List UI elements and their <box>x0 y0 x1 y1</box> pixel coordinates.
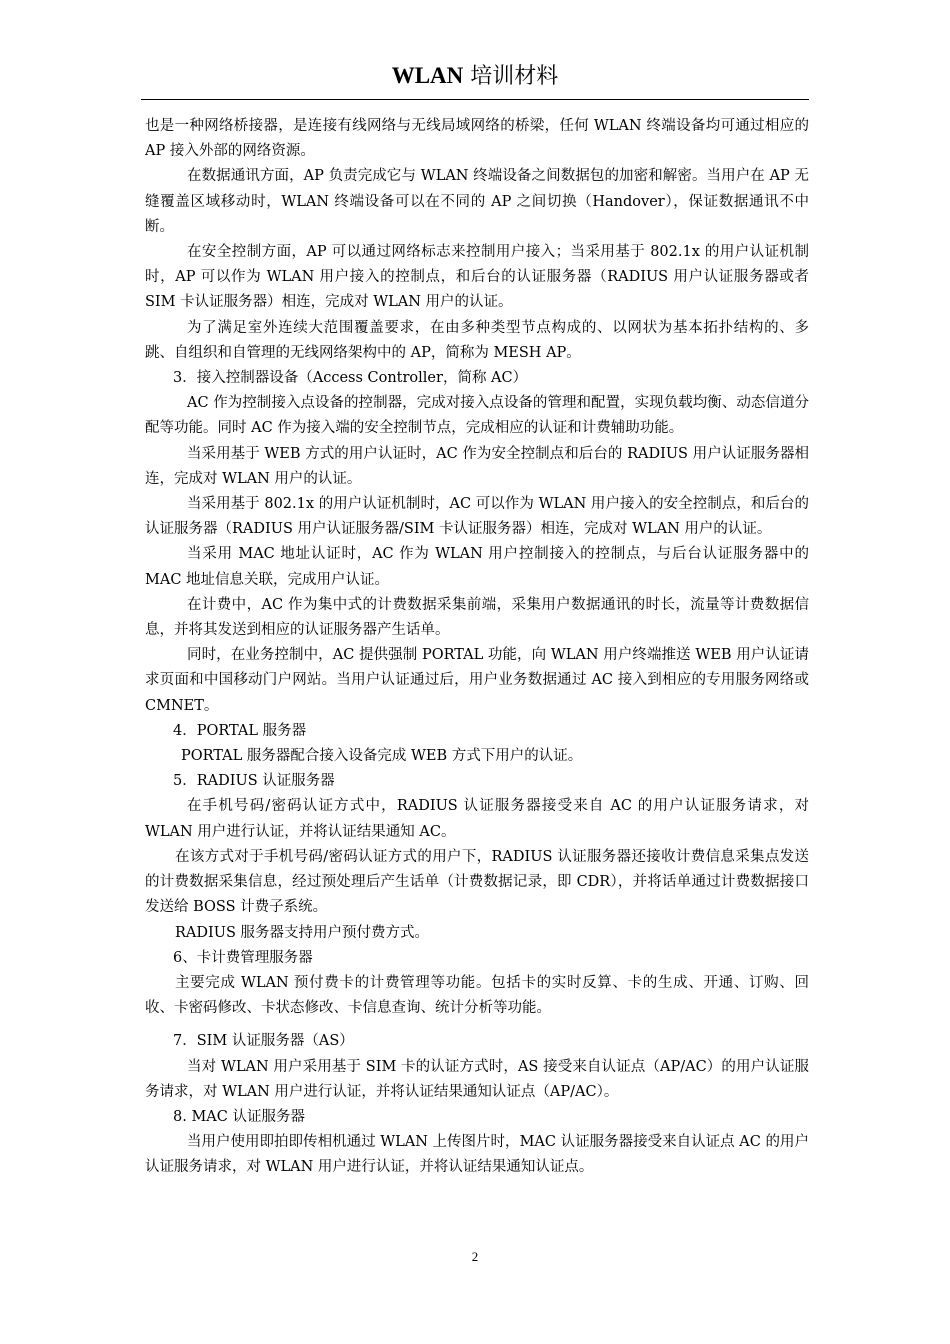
paragraph: 在数据通讯方面，AP 负责完成它与 WLAN 终端设备之间数据包的加密和解密。当用户在 AP 无缝覆盖区域移动时，WLAN 终端设备可以在不同的 AP 之间切换（Handover），保证数据通讯不中断。 <box>145 168 809 235</box>
paragraph: 也是一种网络桥接器，是连接有线网络与无线局域网络的桥梁，任何 WLAN 终端设备均可通过相应的 AP 接入外部的网络资源。 <box>145 118 809 160</box>
section-heading: 5．RADIUS 认证服务器 <box>173 773 335 790</box>
section-heading: 8. MAC 认证服务器 <box>173 1108 305 1125</box>
section-heading: 4．PORTAL 服务器 <box>173 722 307 739</box>
paragraph: 当用户使用即拍即传相机通过 WLAN 上传图片时，MAC 认证服务器接受来自认证点 AC 的用户认证服务请求，对 WLAN 用户进行认证，并将认证结果通知认证点。 <box>145 1134 809 1176</box>
paragraph: RADIUS 服务器支持用户预付费方式。 <box>175 924 430 941</box>
section-heading: 6、卡计费管理服务器 <box>173 949 313 966</box>
section-heading: 3．接入控制器设备（Access Controller，简称 AC） <box>173 370 528 387</box>
paragraph: 当采用 MAC 地址认证时，AC 作为 WLAN 用户控制接入的控制点，与后台认证服务器中的 MAC 地址信息关联，完成用户认证。 <box>145 546 809 588</box>
paragraph: 当采用基于 WEB 方式的用户认证时，AC 作为安全控制点和后台的 RADIUS 用户认证服务器相连，完成对 WLAN 用户的认证。 <box>145 445 809 487</box>
section-heading: 7．SIM 认证服务器（AS） <box>173 1033 354 1050</box>
page-header <box>141 58 809 95</box>
paragraph: 当采用基于 802.1x 的用户认证机制时，AC 可以作为 WLAN 用户接入的安全控制点，和后台的认证服务器（RADIUS 用户认证服务器/SIM 卡认证服务器）相连，完成对 WLAN 用户的认证。 <box>145 496 809 538</box>
paragraph: 当对 WLAN 用户采用基于 SIM 卡的认证方式时，AS 接受来自认证点（AP/AC）的用户认证服务请求，对 WLAN 用户进行认证，并将认证结果通知认证点（AP/AC）。 <box>145 1058 809 1100</box>
paragraph: 在手机号码/密码认证方式中，RADIUS 认证服务器接受来自 AC 的用户认证服务请求，对 WLAN 用户进行认证，并将认证结果通知 AC。 <box>145 798 809 840</box>
paragraph: 同时，在业务控制中，AC 提供强制 PORTAL 功能，向 WLAN 用户终端推送 WEB 用户认证请求页面和中国移动门户网站。当用户认证通过后，用户业务数据通过 AC 接入到相应的专用服务网络或 CMNET。 <box>145 647 809 714</box>
page-number: 2 <box>471 1249 479 1264</box>
paragraph: 为了满足室外连续大范围覆盖要求，在由多种类型节点构成的、以网状为基本拓扑结构的、多跳、自组织和自管理的无线网络架构中的 AP，简称为 MESH AP。 <box>145 319 809 361</box>
document-body <box>145 114 809 1181</box>
header-divider <box>141 99 809 100</box>
paragraph: 主要完成 WLAN 预付费卡的计费管理等功能。包括卡的实时反算、卡的生成、开通、订购、回收、卡密码修改、卡状态修改、卡信息查询、统计分析等功能。 <box>145 974 809 1017</box>
paragraph: 在该方式对于手机号码/密码认证方式的用户下，RADIUS 认证服务器还接收计费信息采集点发送的计费数据采集信息，经过预处理后产生话单（计费数据记录，即 CDR），并将话单通过计费数据接口发送给 BOSS 计费子系统。 <box>145 848 809 916</box>
header-title-cjk: 培训材料 <box>463 64 559 89</box>
paragraph: AC 作为控制接入点设备的控制器，完成对接入点设备的管理和配置，实现负载均衡、动态信道分配等功能。同时 AC 作为接入端的安全控制节点，完成相应的认证和计费辅助功能。 <box>145 395 809 437</box>
header-title-latin: WLAN <box>391 63 464 88</box>
paragraph: PORTAL 服务器配合接入设备完成 WEB 方式下用户的认证。 <box>181 748 583 765</box>
paragraph: 在计费中，AC 作为集中式的计费数据采集前端，采集用户数据通讯的时长，流量等计费数据信息，并将其发送到相应的认证服务器产生话单。 <box>145 596 809 639</box>
paragraph: 在安全控制方面，AP 可以通过网络标志来控制用户接入；当采用基于 802.1x 的用户认证机制时，AP 可以作为 WLAN 用户接入的控制点，和后台的认证服务器（RADIUS 用户认证服务器或者 SIM 卡认证服务器）相连，完成对 WLAN 用户的认证。 <box>145 244 809 311</box>
